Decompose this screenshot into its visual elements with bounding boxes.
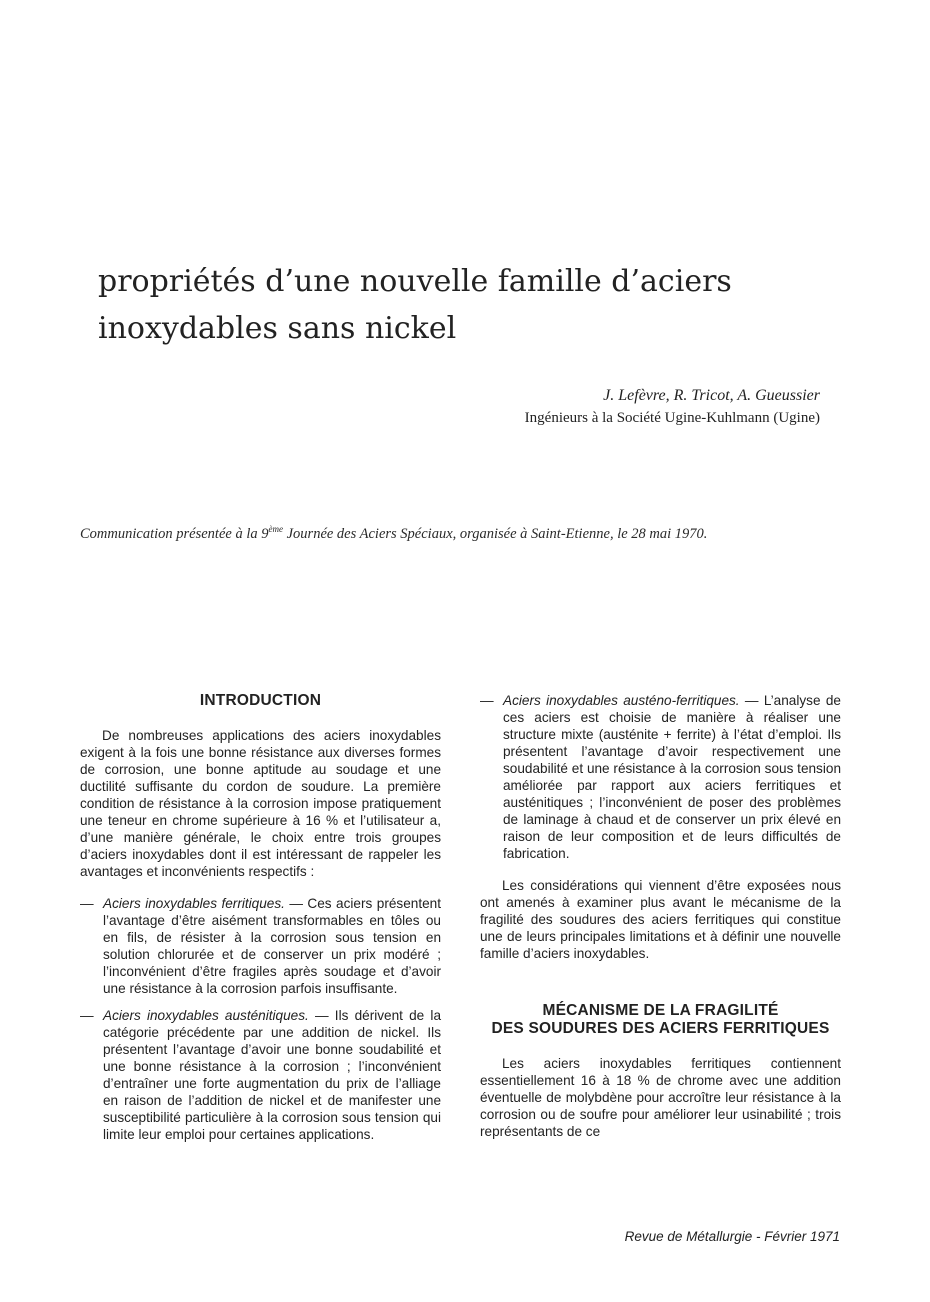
- item-title: Aciers inoxydables austéno-ferritiques.: [503, 693, 740, 708]
- section-heading-line-2: DES SOUDURES DES ACIERS FERRITIQUES: [491, 1020, 830, 1037]
- communication-sup: ème: [268, 524, 283, 534]
- list-item-austenitic: [80, 1007, 441, 1143]
- authors: J. Lefèvre, R. Tricot, A. Gueussier: [603, 387, 820, 404]
- item-dash: —: [80, 1008, 94, 1023]
- article-title: [98, 258, 858, 352]
- item-title: Aciers inoxydables ferritiques.: [103, 896, 285, 911]
- conclusion-paragraph: Les considérations qui viennent d’être exposées nous ont amenés à examiner plus avant le mécanisme de la fragilité des soudures des aciers ferritiques qui constitue une de leurs principales limitations et à définir une nouvelle famille d’aciers inoxydables.: [480, 878, 841, 961]
- introduction-paragraph: De nombreuses applications des aciers inoxydables exigent à la fois une bonne résistance aux diverses formes de corrosion, une bonne aptitude au soudage et une ductilité suffisante du cordon de soudure. La première condition de résistance à la corrosion impose pratiquement une teneur en chrome supérieure à 16 % et l’utilisateur a, d’une manière générale, le choix entre trois groupes d’aciers inoxydables dont il est intéressant de rappeler les avantages et inconvénients respectifs :: [80, 728, 441, 879]
- item-text: — Ces aciers présentent l’avantage d’être aisément transformables en tôles ou en fils, de résister à la corrosion sous tension en solution chlorurée et de conserver un prix modéré ; l’inconvénient d’être fragiles après soudage et d’avoir une résistance à la corrosion parfois insuffisante.: [103, 896, 442, 996]
- affiliation: Ingénieurs à la Société Ugine-Kuhlmann (Ugine): [524, 410, 820, 426]
- title-line-1: propriétés d’une nouvelle famille d’aciers: [98, 264, 732, 299]
- right-column: [480, 692, 841, 1140]
- list-item-ferritic: [80, 895, 441, 997]
- item-text: — Ils dérivent de la catégorie précédente par une addition de nickel. Ils présentent l’avantage d’avoir une bonne soudabilité et une bonne résistance à la corrosion ; l’inconvénient d’entraîner une forte augmentation du prix de l’alliage en raison de l’addition de nickel et de manifester une susceptibilité particulière à la corrosion sous tension qui limite leur emploi pour certaines applications.: [103, 1008, 442, 1142]
- section-heading-mechanism: [480, 1002, 841, 1038]
- left-column: [80, 692, 441, 1143]
- item-text: — L’analyse de ces aciers est choisie de manière à réaliser une structure mixte (austénite + ferrite) à l’état d’emploi. Ils présentent l’avantage d’avoir respectivement une soudabilité et une résistance à la corrosion sous tension améliorée par rapport aux aciers ferritiques et austénitiques ; l’inconvénient de poser des problèmes de laminage à chaud et de conserver un prix élevé en raison de leur composition et de leurs difficultés de fabrication.: [503, 693, 841, 861]
- communication-before: Communication présentée à la 9: [80, 525, 269, 542]
- item-dash: —: [80, 896, 94, 911]
- list-item-austeno-ferritic: [480, 692, 841, 862]
- section-heading-line-1: MÉCANISME DE LA FRAGILITÉ: [542, 1002, 779, 1019]
- mechanism-paragraph: Les aciers inoxydables ferritiques contiennent essentiellement 16 à 18 % de chrome avec une addition éventuelle de molybdène pour accroître leur résistance à la corrosion ou de soufre pour améliorer leur usinabilité ; trois représentants de ce: [480, 1056, 841, 1139]
- journal-footer: Revue de Métallurgie - Février 1971: [624, 1229, 840, 1244]
- introduction-heading: INTRODUCTION: [199, 692, 322, 709]
- item-dash: —: [480, 693, 494, 708]
- title-line-2: inoxydables sans nickel: [98, 311, 457, 346]
- item-title: Aciers inoxydables austénitiques.: [103, 1008, 309, 1023]
- communication-after: Journée des Aciers Spéciaux, organisée à Saint-Etienne, le 28 mai 1970.: [282, 525, 708, 542]
- communication-note: [80, 524, 850, 543]
